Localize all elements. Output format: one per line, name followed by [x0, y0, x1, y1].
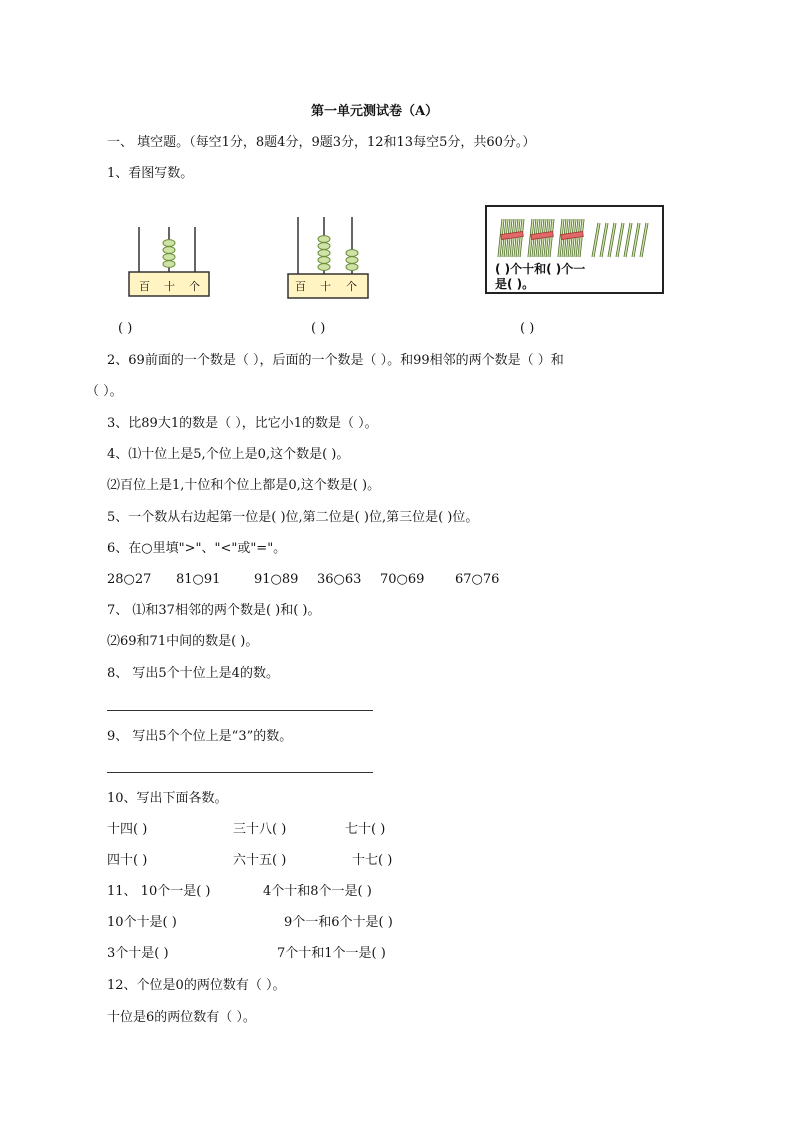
- bead: [318, 264, 330, 271]
- answer-blank-1[interactable]: ( ): [118, 321, 133, 336]
- question-7b: ⑵69和71中间的数是( )。: [107, 634, 259, 649]
- q10-item: 七十( ): [345, 822, 386, 837]
- compare-item: 28○27: [107, 572, 152, 587]
- bead: [163, 240, 175, 247]
- question-1: 1、看图写数。: [107, 166, 194, 181]
- bead: [346, 264, 358, 271]
- question-6: 6、在○里填">"、"<"或"="。: [107, 541, 287, 556]
- question-2-line-1: 2、69前面的一个数是（ ），后面的一个数是（ ）。和99相邻的两个数是（ ）和: [107, 353, 564, 368]
- bead: [163, 261, 175, 268]
- page-title: 第一单元测试卷（A）: [311, 104, 439, 119]
- bead: [318, 250, 330, 257]
- answer-blank-2[interactable]: ( ): [311, 321, 326, 336]
- q10-item: 六十五( ): [233, 853, 287, 868]
- question-8: 8、 写出5个十位上是4的数。: [107, 666, 279, 681]
- compare-item: 70○69: [380, 572, 425, 587]
- question-12a: 12、个位是0的两位数有（ ）。: [107, 978, 286, 993]
- bead: [318, 243, 330, 250]
- stick-bundles-icon: [493, 213, 663, 259]
- section-heading: 一、 填空题。（每空1分，8题4分，9题3分，12和13每空5分，共60分。）: [107, 135, 536, 150]
- q10-item: 三十八( ): [233, 822, 287, 837]
- abacus-1-label-tens: 十: [164, 280, 175, 293]
- bead: [318, 236, 330, 243]
- question-9: 9、 写出5个个位上是“3”的数。: [107, 729, 293, 744]
- question-4a: 4、⑴十位上是5,个位上是0,这个数是( )。: [107, 447, 350, 462]
- question-12b: 十位是6的两位数有（ ）。: [107, 1010, 256, 1025]
- compare-item: 67○76: [455, 572, 500, 587]
- q10-item: 十七( ): [352, 853, 393, 868]
- compare-item: 81○91: [176, 572, 221, 587]
- compare-item: 36○63: [317, 572, 362, 587]
- q11-item: 9个一和6个十是( ): [284, 915, 393, 930]
- bead: [163, 247, 175, 254]
- question-7a: 7、 ⑴和37相邻的两个数是( )和( )。: [107, 603, 321, 618]
- question-10: 10、写出下面各数。: [107, 791, 228, 806]
- abacus-2-label-ones: 个: [346, 280, 357, 293]
- q10-item: 十四( ): [107, 822, 148, 837]
- bundle-text-line-1: ( )个十和( )个一: [495, 262, 586, 276]
- bead: [163, 254, 175, 261]
- q11-item: 4个十和8个一是( ): [263, 884, 372, 899]
- bead: [318, 257, 330, 264]
- q11-item: 3个十是( ): [107, 946, 169, 961]
- compare-item: 91○89: [254, 572, 299, 587]
- bead: [346, 257, 358, 264]
- q11-item: 10个十是( ): [107, 915, 177, 930]
- abacus-1-label-hundreds: 百: [139, 280, 150, 293]
- question-2-line-2: （ ）。: [86, 384, 123, 399]
- abacus-2-label-hundreds: 百: [295, 280, 306, 293]
- stick-bundles-figure: [485, 205, 664, 294]
- abacus-2-label-tens: 十: [320, 280, 331, 293]
- answer-blank-3[interactable]: ( ): [520, 321, 535, 336]
- answer-line-8[interactable]: [107, 710, 373, 711]
- question-4b: ⑵百位上是1,十位和个位上都是0,这个数是( )。: [107, 478, 381, 493]
- answer-line-9[interactable]: [107, 772, 373, 773]
- q11-item: 11、 10个一是( ): [107, 884, 211, 899]
- abacus-1-label-ones: 个: [189, 280, 200, 293]
- bundle-text-line-2: 是( )。: [495, 277, 535, 291]
- question-5: 5、一个数从右边起第一位是( )位,第二位是( )位,第三位是( )位。: [107, 510, 479, 525]
- bead: [346, 250, 358, 257]
- question-3: 3、比89大1的数是（ ），比它小1的数是（ ）。: [107, 416, 378, 431]
- q10-item: 四十( ): [107, 853, 148, 868]
- q11-item: 7个十和1个一是( ): [277, 946, 386, 961]
